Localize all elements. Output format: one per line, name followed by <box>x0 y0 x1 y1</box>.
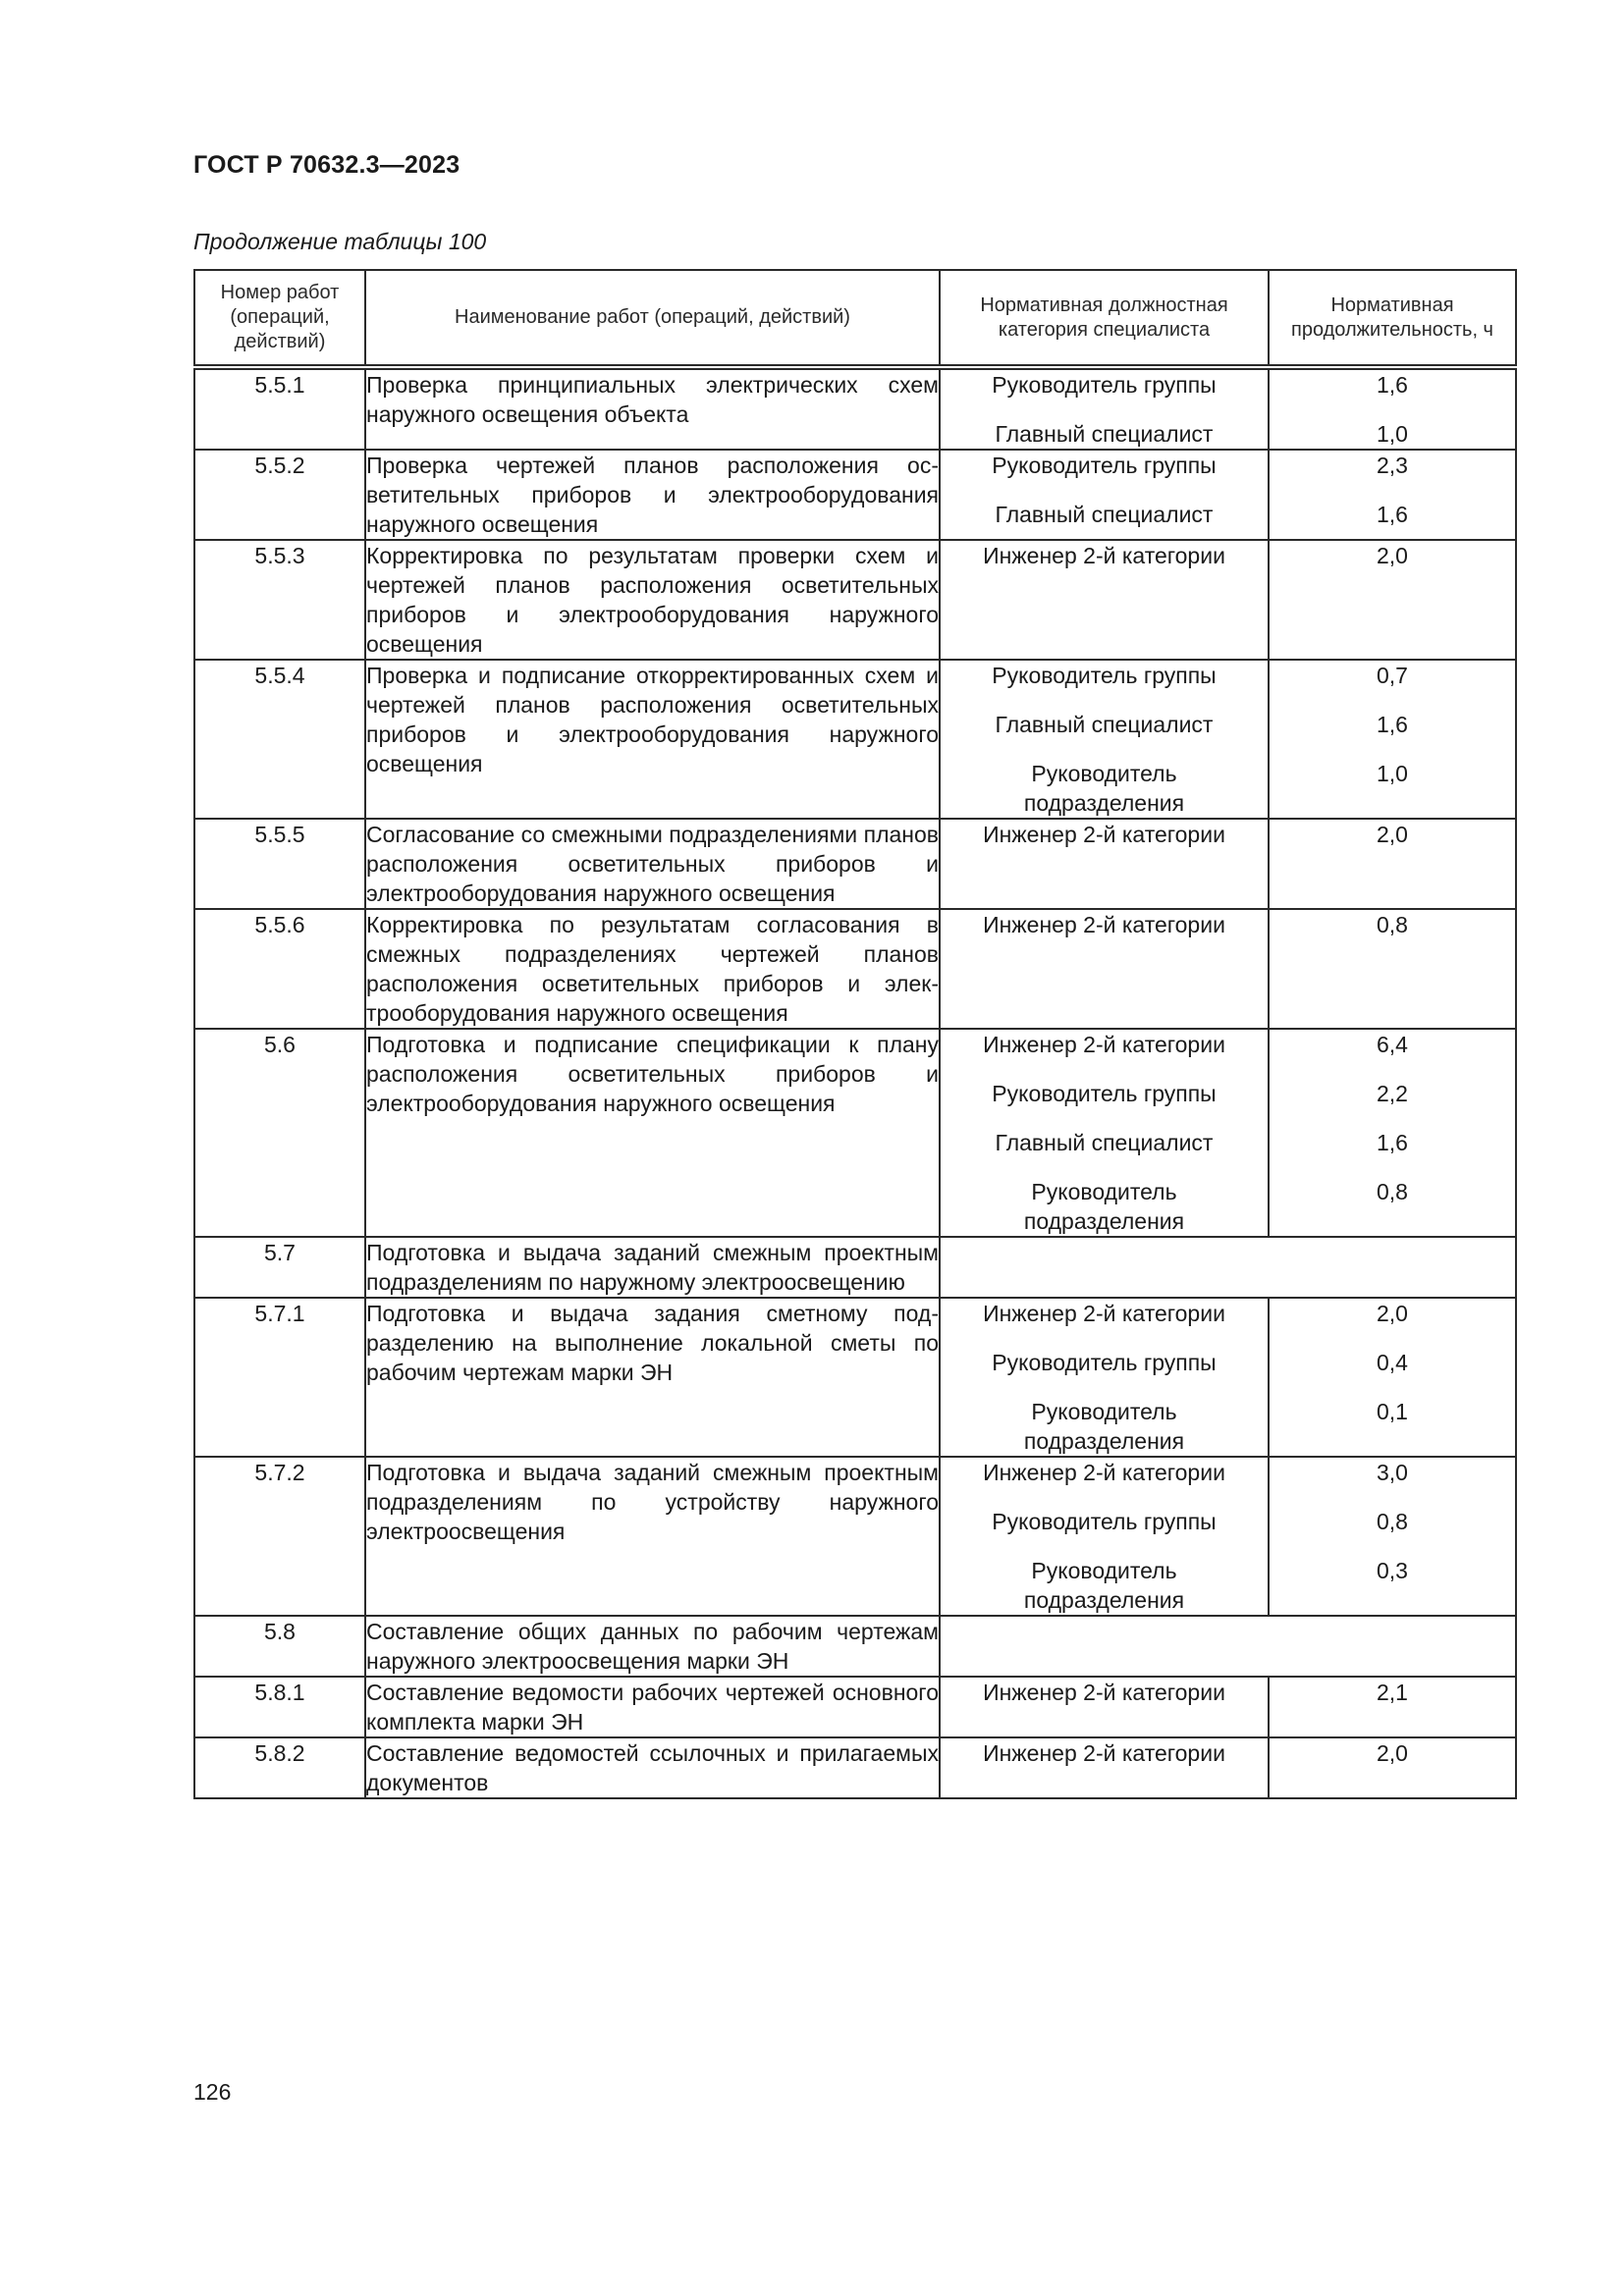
work-number: 5.8.1 <box>194 1677 365 1737</box>
specialist-category: Главный специалист <box>995 1130 1214 1155</box>
work-number: 5.6 <box>194 1029 365 1237</box>
specialist-category: Главный специалист <box>995 712 1214 737</box>
work-name: Проверка и подписание откорректированных схем и чертежей планов расположения осветительных приборов и электрооборудования наружного освещения <box>365 660 940 819</box>
table-row <box>194 540 1516 660</box>
category-cell <box>940 1677 1269 1737</box>
table-row <box>194 1237 1516 1298</box>
specialist-category: Руководитель группы <box>992 663 1217 688</box>
table-body <box>194 367 1516 1798</box>
category-cell <box>940 1298 1269 1457</box>
duration-cell <box>1269 540 1516 660</box>
work-name: Составление общих данных по рабочим чертежам наружного электроосвещения марки ЭН <box>365 1616 940 1677</box>
duration-value: 0,8 <box>1377 1179 1408 1204</box>
table-row <box>194 1457 1516 1616</box>
duration-value: 1,6 <box>1377 712 1408 737</box>
duration-value: 3,0 <box>1377 1460 1408 1485</box>
work-number: 5.5.6 <box>194 909 365 1029</box>
specialist-category: Инженер 2-й категории <box>983 1460 1225 1485</box>
specialist-category: Инженер 2-й категории <box>983 1680 1225 1705</box>
specialist-category: Руководитель подразделения <box>1023 761 1185 816</box>
table-caption: Продолжение таблицы 100 <box>193 229 487 254</box>
work-name: Составление ведомостей ссылочных и прилагаемых документов <box>365 1737 940 1798</box>
duration-cell <box>1269 909 1516 1029</box>
duration-cell <box>1269 1029 1516 1237</box>
specialist-category: Руководитель группы <box>992 372 1217 398</box>
duration-value: 0,1 <box>1377 1399 1408 1424</box>
table-row <box>194 1677 1516 1737</box>
column-header-name: Наименование работ (операций, действий) <box>365 270 940 367</box>
column-header-category: Нормативная должностная категория специалиста <box>940 270 1269 367</box>
work-name: Подготовка и выдача заданий смежным проектным подразделениям по устройству наружного электроосвещения <box>365 1457 940 1616</box>
duration-value: 0,8 <box>1377 1509 1408 1534</box>
duration-value: 2,0 <box>1377 1740 1408 1766</box>
work-number: 5.8.2 <box>194 1737 365 1798</box>
duration-value: 1,0 <box>1377 421 1408 447</box>
work-name: Подготовка и подписание спецификации к плану расположения осветительных приборов и электрооборудования наружного освещения <box>365 1029 940 1237</box>
specialist-category: Инженер 2-й категории <box>983 543 1225 568</box>
work-number: 5.5.5 <box>194 819 365 909</box>
work-name: Составление ведомости рабочих чертежей основного комплекта марки ЭН <box>365 1677 940 1737</box>
specialist-category: Инженер 2-й категории <box>983 912 1225 937</box>
empty-cell <box>940 1616 1516 1677</box>
norms-table <box>193 269 1517 1799</box>
duration-cell <box>1269 1457 1516 1616</box>
duration-cell <box>1269 1677 1516 1737</box>
column-header-duration: Нормативная продолжительность, ч <box>1269 270 1516 367</box>
page-number: 126 <box>193 2079 232 2105</box>
work-name: Проверка принципиальных электрических схем наружного освещения объекта <box>365 367 940 450</box>
duration-cell <box>1269 367 1516 450</box>
table-row <box>194 819 1516 909</box>
duration-value: 1,6 <box>1377 502 1408 527</box>
specialist-category: Руководитель группы <box>992 453 1217 478</box>
specialist-category: Руководитель группы <box>992 1350 1217 1375</box>
duration-value: 2,2 <box>1377 1081 1408 1106</box>
specialist-category: Руководитель группы <box>992 1081 1217 1106</box>
specialist-category: Руководитель подразделения <box>1023 1399 1185 1454</box>
specialist-category: Руководитель подразделения <box>1023 1558 1185 1613</box>
work-name: Проверка чертежей планов расположения осветительных приборов и электрооборудования наружного освещения <box>365 450 940 540</box>
specialist-category: Главный специалист <box>995 421 1214 447</box>
work-number: 5.5.4 <box>194 660 365 819</box>
duration-cell <box>1269 1737 1516 1798</box>
table-row <box>194 367 1516 450</box>
work-name: Корректировка по результатам согласования в смежных подразделениях чертежей планов расположения осветительных приборов и электрооборудования наружного освещения <box>365 909 940 1029</box>
work-number: 5.7.2 <box>194 1457 365 1616</box>
category-cell <box>940 1737 1269 1798</box>
duration-cell <box>1269 660 1516 819</box>
duration-value: 2,0 <box>1377 822 1408 847</box>
duration-value: 0,4 <box>1377 1350 1408 1375</box>
work-name: Корректировка по результатам проверки схем и чертежей планов расположения осветительных приборов и электрооборудования наружного освещения <box>365 540 940 660</box>
duration-value: 0,3 <box>1377 1558 1408 1583</box>
duration-value: 0,7 <box>1377 663 1408 688</box>
work-number: 5.7 <box>194 1237 365 1298</box>
document-code: ГОСТ Р 70632.3—2023 <box>193 151 460 179</box>
table-row <box>194 1029 1516 1237</box>
table-header-row <box>194 270 1516 367</box>
work-number: 5.7.1 <box>194 1298 365 1457</box>
specialist-category: Главный специалист <box>995 502 1214 527</box>
specialist-category: Инженер 2-й категории <box>983 822 1225 847</box>
table-row <box>194 1737 1516 1798</box>
column-header-number: Номер работ (операций, действий) <box>194 270 365 367</box>
duration-value: 2,0 <box>1377 543 1408 568</box>
duration-cell <box>1269 450 1516 540</box>
duration-value: 1,0 <box>1377 761 1408 786</box>
work-name: Подготовка и выдача заданий смежным проектным подразделениям по наружному электроосвещению <box>365 1237 940 1298</box>
specialist-category: Инженер 2-й категории <box>983 1032 1225 1057</box>
category-cell <box>940 367 1269 450</box>
category-cell <box>940 1457 1269 1616</box>
specialist-category: Руководитель группы <box>992 1509 1217 1534</box>
duration-cell <box>1269 819 1516 909</box>
category-cell <box>940 450 1269 540</box>
empty-cell <box>940 1237 1516 1298</box>
work-name: Подготовка и выдача задания сметному подразделению на выполнение локальной сметы по рабочим чертежам марки ЭН <box>365 1298 940 1457</box>
duration-value: 2,1 <box>1377 1680 1408 1705</box>
duration-value: 2,0 <box>1377 1301 1408 1326</box>
duration-value: 2,3 <box>1377 453 1408 478</box>
table-row <box>194 1616 1516 1677</box>
duration-cell <box>1269 1298 1516 1457</box>
category-cell <box>940 540 1269 660</box>
table-row <box>194 1298 1516 1457</box>
duration-value: 1,6 <box>1377 1130 1408 1155</box>
work-number: 5.8 <box>194 1616 365 1677</box>
table-row <box>194 909 1516 1029</box>
work-name: Согласование со смежными подразделениями планов расположения осветительных приборов и электрооборудования наружного освещения <box>365 819 940 909</box>
category-cell <box>940 660 1269 819</box>
category-cell <box>940 1029 1269 1237</box>
duration-value: 1,6 <box>1377 372 1408 398</box>
work-number: 5.5.2 <box>194 450 365 540</box>
table-row <box>194 660 1516 819</box>
duration-value: 0,8 <box>1377 912 1408 937</box>
specialist-category: Инженер 2-й категории <box>983 1301 1225 1326</box>
category-cell <box>940 819 1269 909</box>
table-row <box>194 450 1516 540</box>
specialist-category: Инженер 2-й категории <box>983 1740 1225 1766</box>
duration-value: 6,4 <box>1377 1032 1408 1057</box>
specialist-category: Руководитель подразделения <box>1023 1179 1185 1234</box>
category-cell <box>940 909 1269 1029</box>
work-number: 5.5.1 <box>194 367 365 450</box>
work-number: 5.5.3 <box>194 540 365 660</box>
